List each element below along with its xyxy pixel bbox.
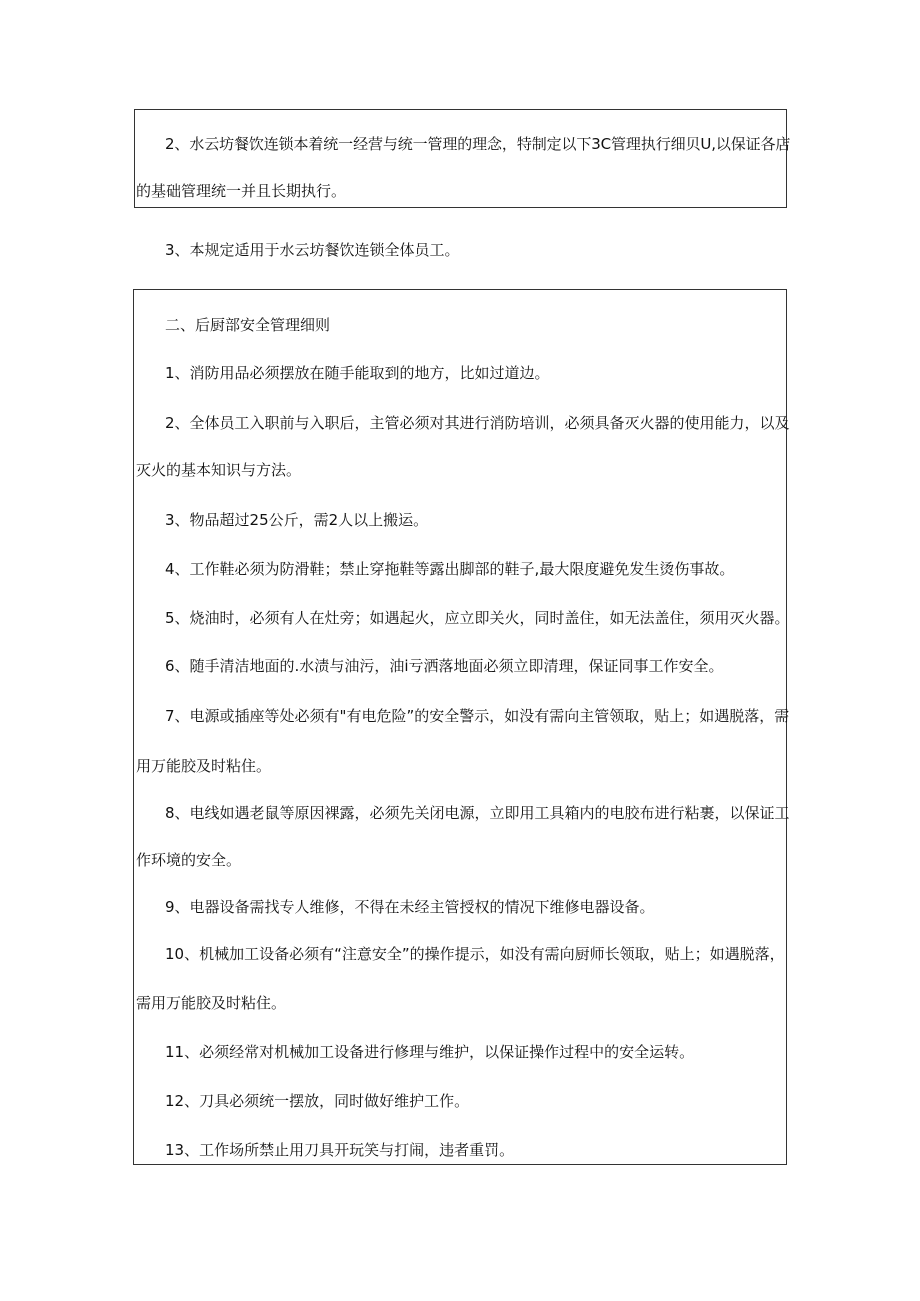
item-3: 3、本规定适用于水云坊餐饮连锁全体员工。	[165, 241, 460, 259]
rule-4: 4、工作鞋必须为防滑鞋；禁止穿拖鞋等露出脚部的鞋子,最大限度避免发生烫伤事故。	[165, 560, 735, 578]
rule-10-line-2: 需用万能胶及时粘住。	[136, 994, 287, 1012]
rule-3: 3、物品超过25公斤，需2人以上搬运。	[165, 511, 429, 529]
rule-1: 1、消防用品必须摆放在随手能取到的地方，比如过道边。	[165, 364, 550, 382]
rule-10-line-1: 10、机械加工设备必须有“注意安全”的操作提示，如没有需向厨师长领取，贴上；如遇脱落，	[165, 945, 785, 963]
rule-2-line-2: 灭火的基本知识与方法。	[136, 461, 302, 479]
rule-12: 12、刀具必须统一摆放，同时做好维护工作。	[165, 1092, 470, 1110]
rule-7-line-1: 7、电源或插座等处必须有"有电危险”的安全警示，如没有需向主管领取，贴上；如遇脱落，需	[165, 707, 790, 725]
rule-8-line-1: 8、电线如遇老鼠等原因裸露，必须先关闭电源，立即用工具箱内的电胶布进行粘裹，以保证工	[165, 804, 790, 822]
rule-7-line-2: 用万能胶及时粘住。	[136, 757, 272, 775]
rule-2-line-1: 2、全体员工入职前与入职后，主管必须对其进行消防培训，必须具备灭火器的使用能力，以及	[165, 414, 790, 432]
rule-8-line-2: 作环境的安全。	[136, 851, 242, 869]
rule-13: 13、工作场所禁止用刀具开玩笑与打闹，违者重罚。	[165, 1141, 515, 1159]
rule-11: 11、必须经常对机械加工设备进行修理与维护，以保证操作过程中的安全运转。	[165, 1043, 695, 1061]
rule-6: 6、随手清洁地面的.水渍与油污，油i亏洒落地面必须立即清理，保证同事工作安全。	[165, 657, 724, 675]
rule-9: 9、电器设备需找专人维修，不得在未经主管授权的情况下维修电器设备。	[165, 898, 655, 916]
rule-5: 5、烧油时，必须有人在灶旁；如遇起火，应立即关火，同时盖住，如无法盖住，须用灭火器。	[165, 609, 790, 627]
item-2-line-2: 的基础管理统一并且长期执行。	[136, 182, 347, 200]
item-2-line-1: 2、水云坊餐饮连锁本着统一经营与统一管理的理念，特制定以下3C管理执行细贝U,以保证各店	[165, 135, 791, 153]
section-heading: 二、后厨部安全管理细则	[165, 316, 331, 334]
